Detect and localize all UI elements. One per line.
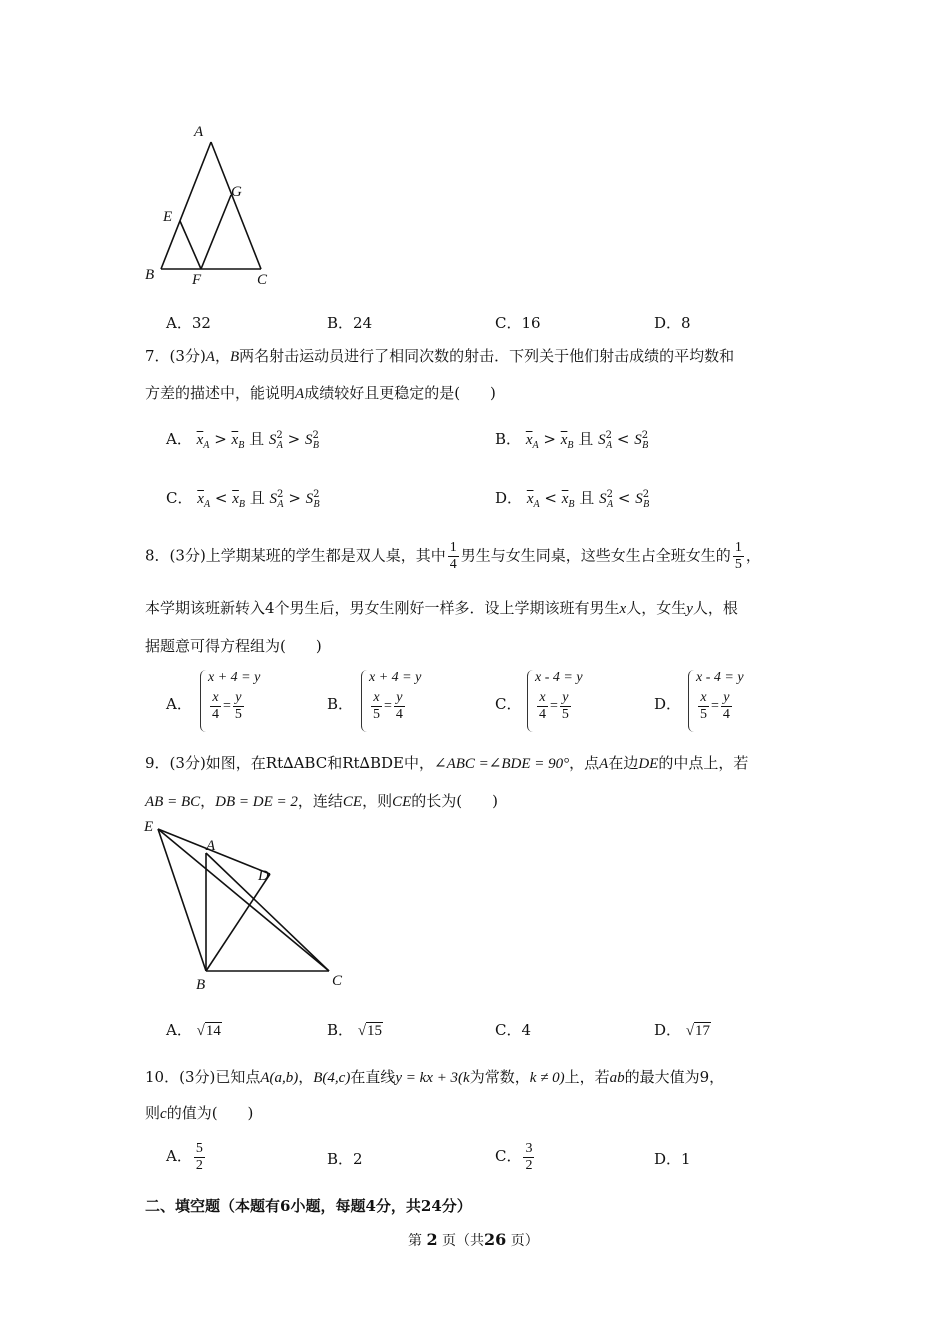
- label-F: F: [192, 272, 202, 288]
- q10-option-c[interactable]: C． $\frac{3}{2}$: [495, 1140, 533, 1173]
- fraction-1-4: $\frac{1}{4}$: [449, 540, 457, 572]
- q7-option-d[interactable]: D． $\overline{x}_A < \overline{x}_B$ 且 $S^2_A < S^2_B$: [495, 489, 650, 510]
- label-B: B: [196, 977, 206, 993]
- label-C: C: [257, 272, 268, 288]
- label-G: G: [231, 184, 242, 200]
- label-D: D: [258, 868, 269, 884]
- q9-option-a[interactable]: A． √14: [166, 1021, 221, 1039]
- q9-line-2: AB = BC，DB = DE = 2，连结CE，则CE的长为( ): [145, 792, 498, 810]
- q10-line-1: 10．(3分)已知点A(a,b)，B(4,c)在直线y = kx + 3(k为常数，k ≠ 0)上，若ab的最大值为9，: [145, 1068, 725, 1086]
- page-footer: 第 2 页（共26 页）: [408, 1230, 539, 1249]
- q8-line-2: 本学期该班新转入4个男生后，男女生刚好一样多．设上学期该班有男生x人，女生y人，根: [145, 599, 738, 617]
- triangle-figure-2: [140, 812, 360, 994]
- q10-line-2: 则c的值为( ): [145, 1104, 254, 1122]
- label-B: B: [145, 267, 155, 283]
- q7-option-a[interactable]: A． $\overline{x}_A > \overline{x}_B$ 且 $S^2_A > S^2_B$: [166, 430, 320, 451]
- q6-option-c[interactable]: C．16: [495, 314, 541, 332]
- section-heading: 二、填空题（本题有6小题，每题4分，共24分）: [145, 1197, 472, 1215]
- fraction-1-5: $\frac{1}{5}$: [734, 540, 742, 572]
- q7-option-b[interactable]: B． $\overline{x}_A > \overline{x}_B$ 且 $S^2_A < S^2_B$: [495, 430, 649, 451]
- q9-line-1: 9．(3分)如图，在Rt∆ABC和Rt∆BDE中，∠ABC =∠BDE = 90°，点A在边DE的中点上，若: [145, 754, 749, 772]
- q10-option-b[interactable]: B．2: [327, 1150, 363, 1168]
- q6-option-b[interactable]: B．24: [327, 314, 373, 332]
- label-E: E: [144, 819, 154, 835]
- q9-option-d[interactable]: D． √17: [654, 1021, 711, 1039]
- q7-option-c[interactable]: C． $\overline{x}_A < \overline{x}_B$ 且 $S^2_A > S^2_B$: [166, 489, 320, 510]
- q9-option-c[interactable]: C．4: [495, 1021, 532, 1039]
- triangle-figure-1: [140, 118, 280, 290]
- q7-line-2: 方差的描述中，能说明A成绩较好且更稳定的是( ): [145, 384, 496, 402]
- label-A: A: [206, 838, 216, 854]
- q8-option-d-key[interactable]: D．: [654, 695, 682, 713]
- label-C: C: [332, 973, 343, 989]
- q9-option-b[interactable]: B． √15: [327, 1021, 383, 1039]
- label-E: E: [163, 209, 173, 225]
- q8-line-3: 据题意可得方程组为( ): [145, 637, 322, 655]
- q8-option-b-key[interactable]: B．: [327, 695, 354, 713]
- q8-line-1: 8．(3分)上学期某班的学生都是双人桌，其中 $\frac{1}{4}$ 男生与女生同桌，这些女生占全班女生的 $\frac{1}{5}$ ，: [145, 540, 761, 572]
- q6-option-d[interactable]: D．8: [654, 314, 691, 332]
- q8-option-a-key[interactable]: A．: [166, 695, 192, 713]
- label-A: A: [194, 124, 204, 140]
- q10-option-d[interactable]: D．1: [654, 1150, 691, 1168]
- q8-option-c-key[interactable]: C．: [495, 695, 522, 713]
- q6-option-a[interactable]: A．32: [166, 314, 211, 332]
- q7-line-1: 7．(3分)A，B两名射击运动员进行了相同次数的射击．下列关于他们射击成绩的平均数和: [145, 347, 735, 365]
- q10-option-a[interactable]: A． $\frac{5}{2}$: [166, 1140, 203, 1173]
